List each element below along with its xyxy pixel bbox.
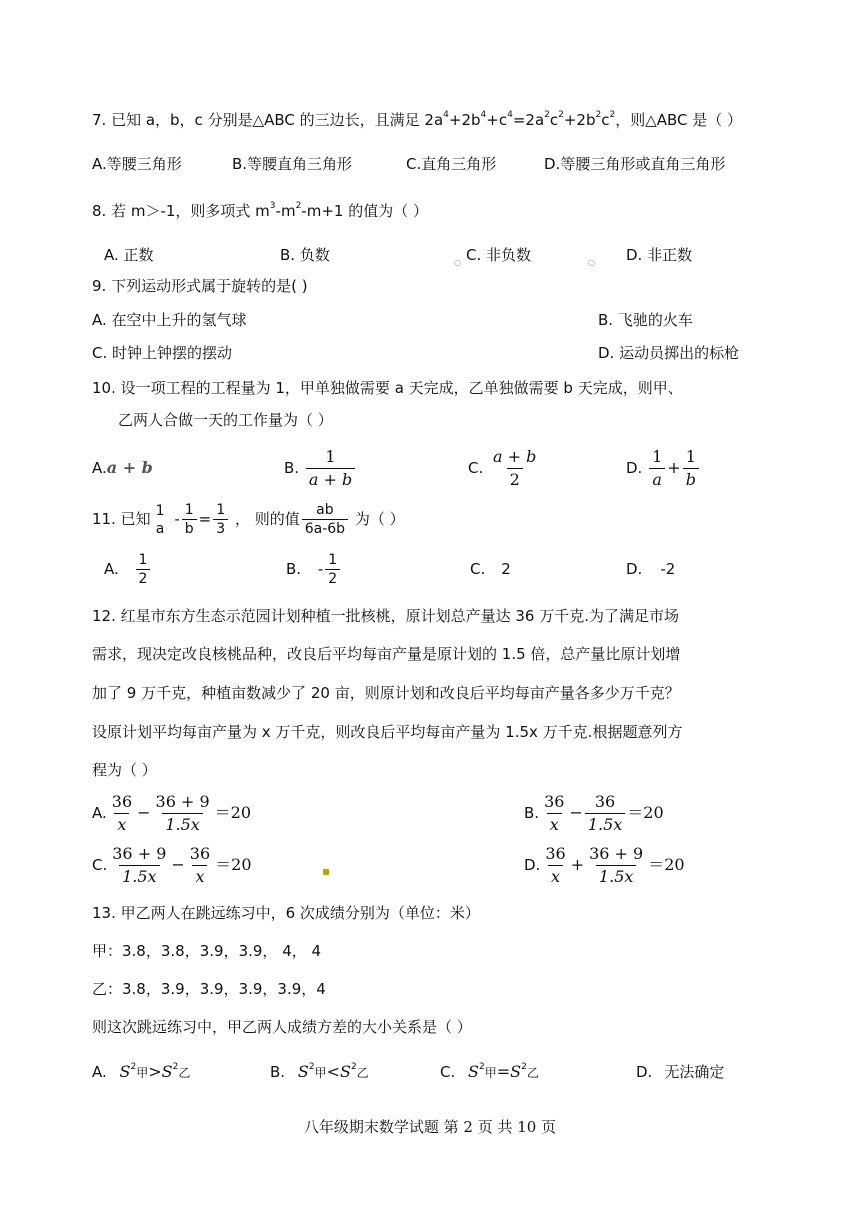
q12-option-b xyxy=(524,790,664,836)
fraction xyxy=(490,446,539,491)
exponent: 2 xyxy=(544,110,550,120)
exponent: 2 xyxy=(521,1062,527,1072)
subscript: 乙 xyxy=(356,1066,369,1080)
q10-option-d xyxy=(626,445,701,491)
option-value: 2 xyxy=(501,560,511,578)
q7-option-a: A.等腰三角形 xyxy=(92,155,182,173)
q7-stem-part: ，则△ABC 是（ ） xyxy=(615,111,743,129)
q12-stem-line: 12. 红星市东方生态示范园计划种植一批核桃，原计划总产量达 36 万千克.为了满足市场 xyxy=(92,607,680,625)
equals-20: ＝20 xyxy=(215,855,252,874)
numerator: 36 xyxy=(111,792,133,811)
numerator: a + b xyxy=(493,447,537,466)
q7-stem-part: c xyxy=(549,111,559,129)
q10-a-expression: a + b xyxy=(106,458,153,477)
option-label: D. xyxy=(636,1063,653,1081)
q12-stem-line: 设原计划平均每亩产量为 x 万千克，则改良后平均每亩产量为 1.5x 万千克.根据题意列方 xyxy=(92,723,683,741)
denominator: x xyxy=(114,813,129,836)
q7-option-d: D.等腰三角形或直角三角形 xyxy=(544,155,726,173)
subscript: 甲 xyxy=(314,1066,327,1080)
denominator: 1.5x xyxy=(162,813,202,836)
q12-stem-line: 需求，现决定改良核桃品种，改良后平均每亩产量是原计划的 1.5 倍，总产量比原计划增 xyxy=(92,645,681,663)
variance-symbol: S xyxy=(161,1062,173,1081)
q11-option-b xyxy=(286,546,342,592)
comparison-sign: = xyxy=(496,1062,511,1081)
q13-stem: 13. 甲乙两人在跳远练习中，6 次成绩分别为（单位：米） xyxy=(92,904,480,922)
q8-stem-part: -m xyxy=(275,202,296,220)
numerator: 36 + 9 xyxy=(155,792,210,811)
q11-stem-part: 为（ ） xyxy=(354,510,405,528)
fraction xyxy=(109,843,169,888)
denominator: 3 xyxy=(213,519,228,538)
q12-option-d xyxy=(524,842,685,888)
exponent: 2 xyxy=(595,110,602,120)
denominator: 2 xyxy=(325,569,340,588)
fraction xyxy=(302,501,348,538)
subscript: 乙 xyxy=(526,1066,539,1080)
exponent: 2 xyxy=(558,110,564,120)
minus-sign: − xyxy=(569,803,583,822)
q7-option-c: C.直角三角形 xyxy=(406,155,497,173)
numerator: 1 xyxy=(652,447,663,466)
q10-stem-line2: 乙两人合做一天的工作量为（ ） xyxy=(118,411,333,429)
denominator: x xyxy=(192,865,207,888)
numerator: 1 xyxy=(328,552,338,568)
variance-symbol: S xyxy=(297,1062,309,1081)
denominator: b xyxy=(683,468,699,491)
option-label: A. xyxy=(92,459,107,477)
q13-data-jia: 甲：3.8，3.8，3.9，3.9， 4， 4 xyxy=(92,942,322,960)
exponent: 4 xyxy=(507,110,513,120)
q11-option-a xyxy=(104,546,152,592)
exponent: 3 xyxy=(269,201,276,211)
denominator: a + b xyxy=(306,468,355,491)
fraction xyxy=(325,551,340,588)
fraction xyxy=(683,446,699,491)
equals-20: ＝20 xyxy=(648,855,685,874)
fraction xyxy=(136,551,151,588)
subscript: 甲 xyxy=(484,1066,497,1080)
q13-option-c xyxy=(440,1062,539,1083)
numerator: 36 xyxy=(189,844,211,863)
fraction xyxy=(585,791,625,836)
q7-stem-part: 7. 已知 a，b，c 分别是△ABC 的三边长，且满足 2a xyxy=(92,111,444,129)
numerator: 1 xyxy=(216,502,226,518)
denominator: 1.5x xyxy=(119,865,159,888)
q8-stem-part: -m+1 的值为（ ） xyxy=(301,202,428,220)
denominator: b xyxy=(182,519,197,538)
q9-option-c: C. 时钟上钟摆的摆动 xyxy=(92,344,233,362)
option-label: B. xyxy=(284,459,300,477)
minus-sign: - xyxy=(317,560,324,578)
q9-option-d: D. 运动员掷出的标枪 xyxy=(598,344,740,362)
exponent: 2 xyxy=(350,1062,357,1072)
numerator: 1 xyxy=(184,502,194,518)
q13-option-d xyxy=(636,1062,724,1082)
q12-stem-line: 程为（ ） xyxy=(92,761,157,779)
page-footer: 八年级期末数学试题 第 2 页 共 10 页 xyxy=(303,1118,557,1136)
numerator: 1 xyxy=(685,447,696,466)
q10-option-a xyxy=(92,458,153,478)
option-text: 无法确定 xyxy=(664,1063,725,1081)
denominator: x xyxy=(547,813,562,836)
fraction xyxy=(541,791,567,836)
denominator: a xyxy=(155,520,165,537)
q11-stem-part: 11. 已知 xyxy=(92,510,151,528)
variance-symbol: S xyxy=(510,1062,522,1081)
q13-question: 则这次跳远练习中，甲乙两人成绩方差的大小关系是（ ） xyxy=(92,1018,472,1036)
q11-stem xyxy=(92,496,405,542)
denominator: 6a-6b xyxy=(302,519,348,538)
exponent: 2 xyxy=(172,1062,179,1072)
q7-stem xyxy=(92,110,742,130)
q9-option-b: B. 飞驰的火车 xyxy=(598,311,693,329)
option-label: B. xyxy=(286,560,302,578)
minus-sign: - xyxy=(174,510,180,528)
exponent: 2 xyxy=(130,1062,137,1072)
q10-option-b xyxy=(284,445,357,491)
denominator: 2 xyxy=(507,468,523,491)
q11-option-c xyxy=(470,559,511,579)
q10-option-c xyxy=(468,445,541,491)
denominator: x xyxy=(548,865,563,888)
q11-option-d xyxy=(626,559,675,579)
denominator: a xyxy=(649,468,665,491)
variance-symbol: S xyxy=(339,1062,351,1081)
q12-stem-line: 加了 9 万千克，种植亩数减少了 20 亩，则原计划和改良后平均每亩产量各多少万千克？ xyxy=(92,684,680,702)
option-label: C. xyxy=(470,560,486,578)
option-label: C. xyxy=(440,1063,456,1081)
comparison-sign: < xyxy=(326,1062,340,1081)
q7-stem-part: +2b xyxy=(563,111,596,129)
exponent: 2 xyxy=(295,201,302,211)
option-label: A. xyxy=(92,1063,107,1081)
fraction xyxy=(182,501,197,538)
numerator: 1 xyxy=(138,552,148,568)
q9-option-a: A. 在空中上升的氢气球 xyxy=(92,311,247,329)
exponent: 2 xyxy=(308,1062,315,1072)
q8-stem xyxy=(92,201,428,221)
option-value: -2 xyxy=(660,560,676,578)
q8-option-a: A. 正数 xyxy=(104,246,154,264)
fraction xyxy=(187,843,213,888)
q7-stem-part: c xyxy=(601,111,610,129)
q13-option-b xyxy=(270,1062,369,1083)
equals-20: ＝20 xyxy=(627,803,664,822)
decorative-dot: ○ xyxy=(454,258,461,267)
decorative-dot: ○ xyxy=(588,258,595,267)
option-label: D. xyxy=(626,459,643,477)
subscript: 乙 xyxy=(178,1066,191,1080)
exponent: 4 xyxy=(443,110,449,120)
equals-sign: = xyxy=(198,510,212,528)
numerator: 36 + 9 xyxy=(589,844,644,863)
exponent: 2 xyxy=(479,1062,485,1072)
option-label: A. xyxy=(104,560,119,578)
option-label: B. xyxy=(524,804,540,822)
q8-option-d: D. 非正数 xyxy=(626,246,693,264)
fraction xyxy=(649,446,665,491)
numerator: 1 xyxy=(325,447,336,466)
q13-data-yi: 乙：3.8，3.9，3.9，3.9，3.9，4 xyxy=(92,980,326,998)
denominator: 2 xyxy=(136,569,151,588)
exponent: 4 xyxy=(480,110,487,120)
denominator: 1.5x xyxy=(585,813,625,836)
numerator: 36 xyxy=(544,792,565,811)
numerator: 36 xyxy=(594,792,616,811)
plus-sign: + xyxy=(667,458,681,477)
option-label: C. xyxy=(468,459,484,477)
option-label: D. xyxy=(626,560,643,578)
exponent: 2 xyxy=(609,110,616,120)
numerator: 36 xyxy=(545,844,566,863)
q13-option-a xyxy=(92,1062,190,1083)
plus-sign: + xyxy=(570,855,585,874)
q7-stem-part: =2a xyxy=(512,111,545,129)
variance-symbol: S xyxy=(468,1062,479,1081)
denominator: 1.5x xyxy=(596,865,636,888)
fraction xyxy=(586,843,646,888)
comparison-sign: > xyxy=(148,1062,162,1081)
fraction xyxy=(153,791,213,836)
option-label: D. xyxy=(524,856,541,874)
q7-option-b: B.等腰直角三角形 xyxy=(232,155,353,173)
q8-option-b: B. 负数 xyxy=(280,246,330,264)
fraction xyxy=(153,502,168,538)
option-label: A. xyxy=(92,804,107,822)
fraction xyxy=(306,446,355,491)
subscript: 甲 xyxy=(136,1066,149,1080)
q9-stem: 9. 下列运动形式属于旋转的是( ) xyxy=(92,277,308,295)
fraction xyxy=(109,791,135,836)
q12-option-c xyxy=(92,842,252,888)
q7-stem-part: +c xyxy=(486,111,508,129)
option-label: B. xyxy=(270,1063,286,1081)
numerator: 1 xyxy=(155,502,165,519)
fraction xyxy=(213,501,228,538)
q8-stem-part: 8. 若 m＞-1，则多项式 m xyxy=(92,202,270,220)
minus-sign: − xyxy=(137,803,151,822)
variance-symbol: S xyxy=(119,1062,131,1081)
q12-option-a xyxy=(92,790,251,836)
decorative-dot: ▪ xyxy=(322,864,331,878)
q8-option-c: C. 非负数 xyxy=(466,246,532,264)
numerator: 36 + 9 xyxy=(112,844,167,863)
q11-stem-part: ， 则的值 xyxy=(234,510,300,528)
q10-stem-line1: 10. 设一项工程的工程量为 1，甲单独做需要 a 天完成，乙单独做需要 b 天完成，则甲、 xyxy=(92,379,683,397)
equals-20: ＝20 xyxy=(214,803,252,822)
q7-stem-part: +2b xyxy=(448,111,481,129)
fraction xyxy=(542,843,568,888)
minus-sign: − xyxy=(171,855,185,874)
option-label: C. xyxy=(92,856,108,874)
numerator: ab xyxy=(316,502,334,518)
